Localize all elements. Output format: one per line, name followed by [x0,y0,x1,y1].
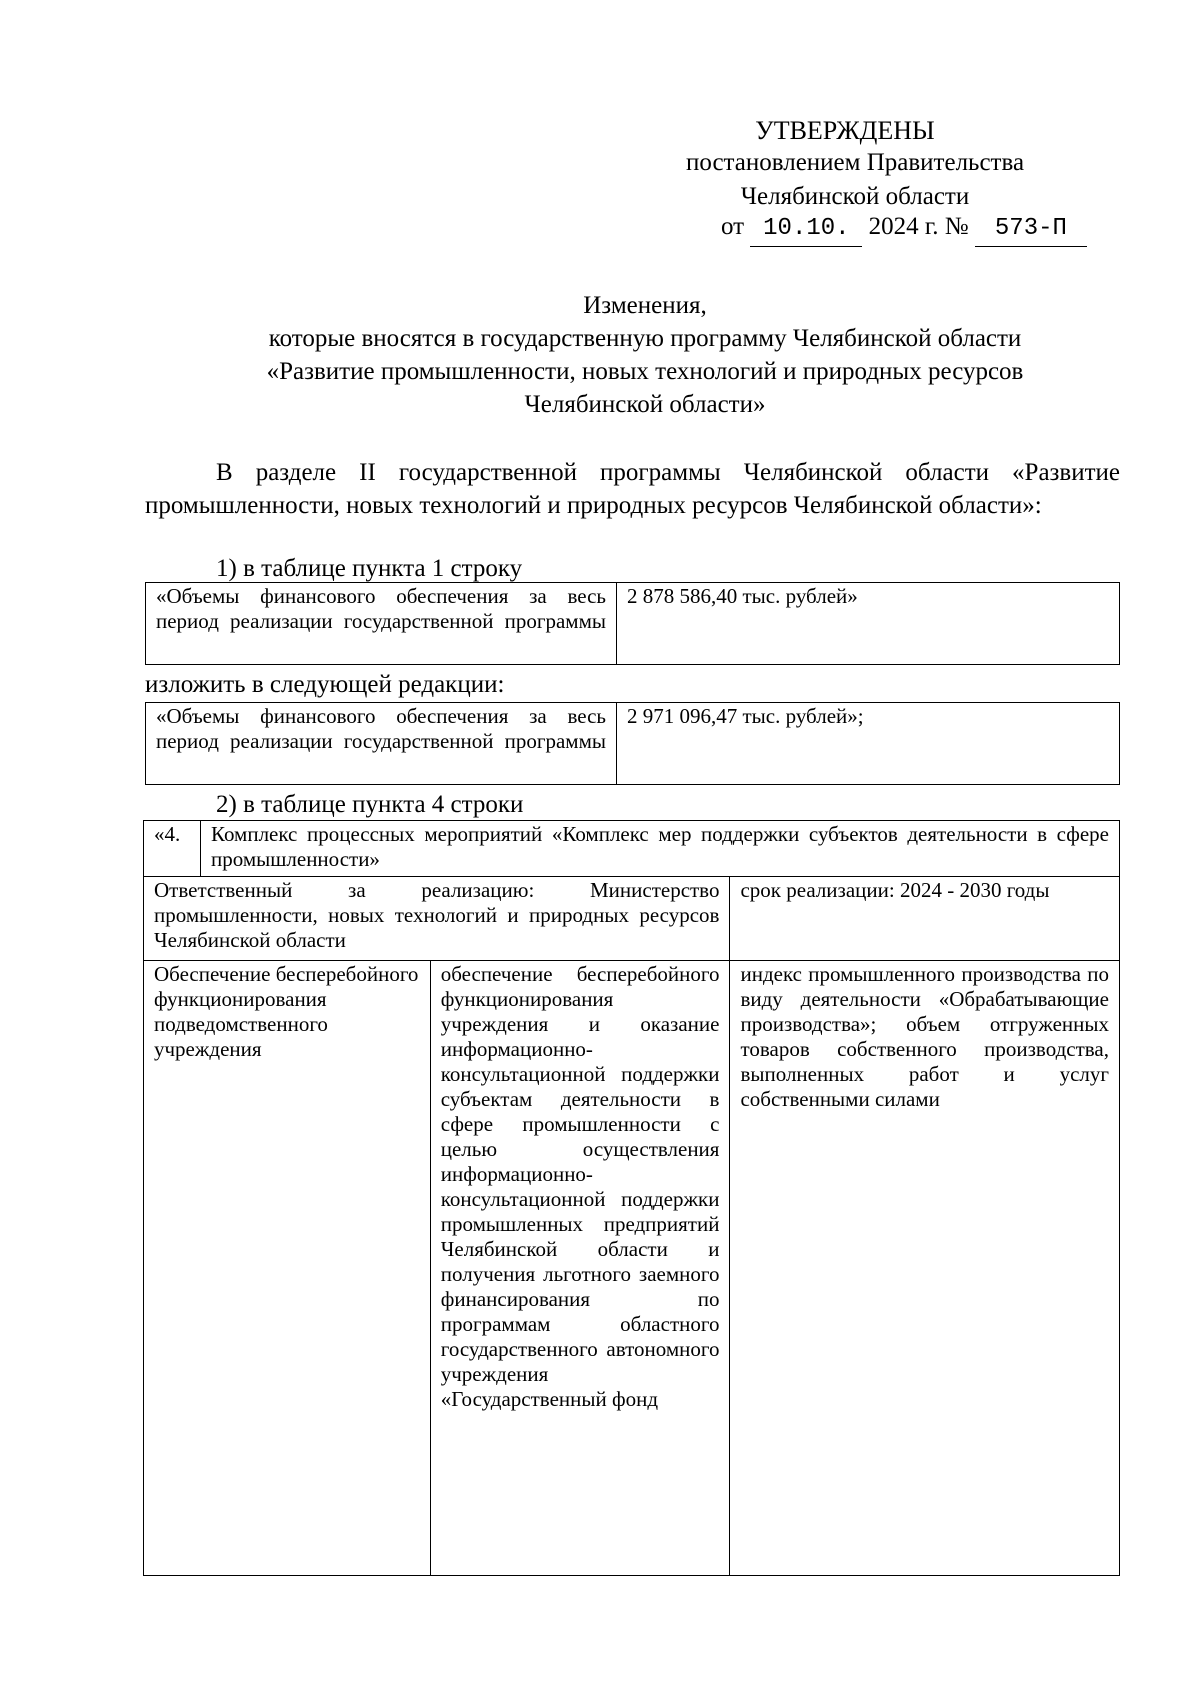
old-row-value: 2 878 586,40 тыс. рублей» [617,583,1120,665]
table-complex [143,820,1120,1576]
approval-number: 573-П [975,212,1087,247]
complex-name: Комплекс процессных мероприятий «Комплекс мер поддержки субъектов деятельности в сфере промышленности» [200,821,1119,877]
new-row-label: «Объемы финансового обеспечения за весь период реализации государственной программы [146,703,617,785]
approval-line-1: постановлением Правительства [685,149,1025,176]
title-line-4: Челябинской области» [524,391,766,418]
approval-heading: УТВЕРЖДЕНЫ [755,116,935,145]
effect-cell: обеспечение бесперебойного функционирования учреждения и оказание информационно-консультационной поддержки субъектам деятельности в сфере промышленности с целью осуществления информационно-консультационной поддержки промышленных предприятий Челябинской области и получения льготного заемного финансирования по программам областного государственного автономного учреждения «Государственный фонд [430,961,730,1576]
table-new-row [145,702,1120,785]
table-old-row [145,582,1120,665]
old-row-label: «Объемы финансового обеспечения за весь период реализации государственной программы [146,583,617,665]
new-row-value: 2 971 096,47 тыс. рублей»; [617,703,1120,785]
item-2: 2) в таблице пункта 4 строки [216,791,524,818]
title-line-1: Изменения, [583,292,707,319]
approval-date-line [721,210,1087,247]
responsible-cell: Ответственный за реализацию: Министерство промышленности, новых технологий и природных ресурсов Челябинской области [144,877,730,961]
task-cell: Обеспечение бесперебойного функционирования подведомственного учреждения [144,961,431,1576]
restate-text: изложить в следующей редакции: [145,671,505,698]
title-line-3: «Развитие промышленности, новых технологий и природных ресурсов [266,358,1024,385]
approval-line-2: Челябинской области [740,183,970,210]
indicators-cell: индекс промышленного производства по виду деятельности «Обрабатывающие производства»; объем отгруженных товаров собственного производства, выполненных работ и услуг собственными силами [730,961,1120,1576]
from-label: от [721,213,745,240]
year-number-label: 2024 г. № [868,213,969,240]
item-1: 1) в таблице пункта 1 строку [216,555,523,582]
approval-date: 10.10. [750,212,862,247]
intro-paragraph: В разделе II государственной программы Челябинской области «Развитие промышленности, новых технологий и природных ресурсов Челябинской области»: [145,459,1120,519]
complex-number: «4. [144,821,201,877]
title-line-2: которые вносятся в государственную программу Челябинской области [268,325,1022,352]
period-cell: срок реализации: 2024 - 2030 годы [730,877,1120,961]
